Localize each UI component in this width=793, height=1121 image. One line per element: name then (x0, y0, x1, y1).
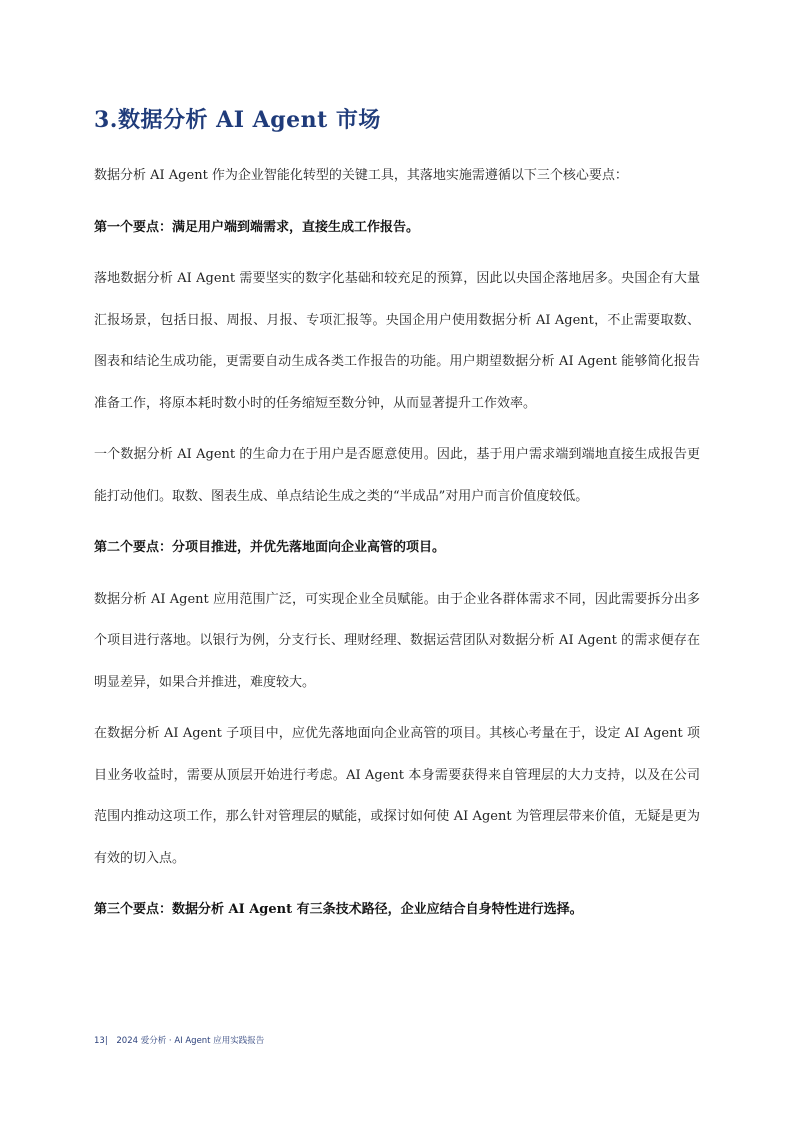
page-footer (94, 1034, 264, 1046)
spacer (94, 424, 700, 434)
spacer (94, 879, 700, 889)
intro-paragraph: 数据分析 AI Agent 作为企业智能化转型的关键工具，其落地实施需遵循以下三个核心要点： (94, 168, 628, 183)
report-name: 2024 爱分析 · AI Agent 应用实践报告 (116, 1036, 265, 1046)
section-title: 3.数据分析 AI Agent 市场 (94, 107, 381, 133)
point-2-paragraph-2: 在数据分析 AI Agent 子项目中，应优先落地面向企业高管的项目。其核心考量在于，设定 AI Agent 项目业务收益时，需要从顶层开始进行考虑。AI Agent 本身需要获得来自管理层的大力支持，以及在公司范围内推动这项工作，那么针对管理层的赋能，或探讨如何使 AI Agent 为管理层带来价值，无疑是更为有效的切入点。 (94, 726, 700, 866)
spacer (94, 248, 700, 258)
section-content (94, 155, 700, 931)
point-1-paragraph-2: 一个数据分析 AI Agent 的生命力在于用户是否愿意使用。因此，基于用户需求端到端地直接生成报告更能打动他们。取数、图表生成、单点结论生成之类的“半成品”对用户而言价值度较低。 (94, 447, 700, 504)
spacer (94, 569, 700, 579)
spacer (94, 197, 700, 207)
point-2-paragraph-1: 数据分析 AI Agent 应用范围广泛，可实现企业全员赋能。由于企业各群体需求不同，因此需要拆分出多个项目进行落地。以银行为例，分支行长、理财经理、数据运营团队对数据分析 AI Agent 的需求便存在明显差异，如果合并推进，难度较大。 (94, 591, 700, 690)
spacer (94, 703, 700, 713)
point-1-heading: 第一个要点：满足用户端到端需求，直接生成工作报告。 (94, 219, 420, 235)
page-number: 13| (94, 1036, 108, 1046)
point-1-paragraph-1: 落地数据分析 AI Agent 需要坚实的数字化基础和较充足的预算，因此以央国企落地居多。央国企有大量汇报场景，包括日报、周报、月报、专项汇报等。央国企用户使用数据分析 AI Agent，不止需要取数、图表和结论生成功能，更需要自动生成各类工作报告的功能。用户期望数据分析 AI Agent 能够简化报告准备工作，将原本耗时数小时的任务缩短至数分钟，从而显著提升工作效率。 (94, 271, 700, 411)
point-2-heading: 第二个要点：分项目推进，并优先落地面向企业高管的项目。 (94, 540, 446, 555)
spacer (94, 517, 700, 527)
point-3-heading: 第三个要点：数据分析 AI Agent 有三条技术路径，企业应结合自身特性进行选择。 (94, 902, 583, 917)
